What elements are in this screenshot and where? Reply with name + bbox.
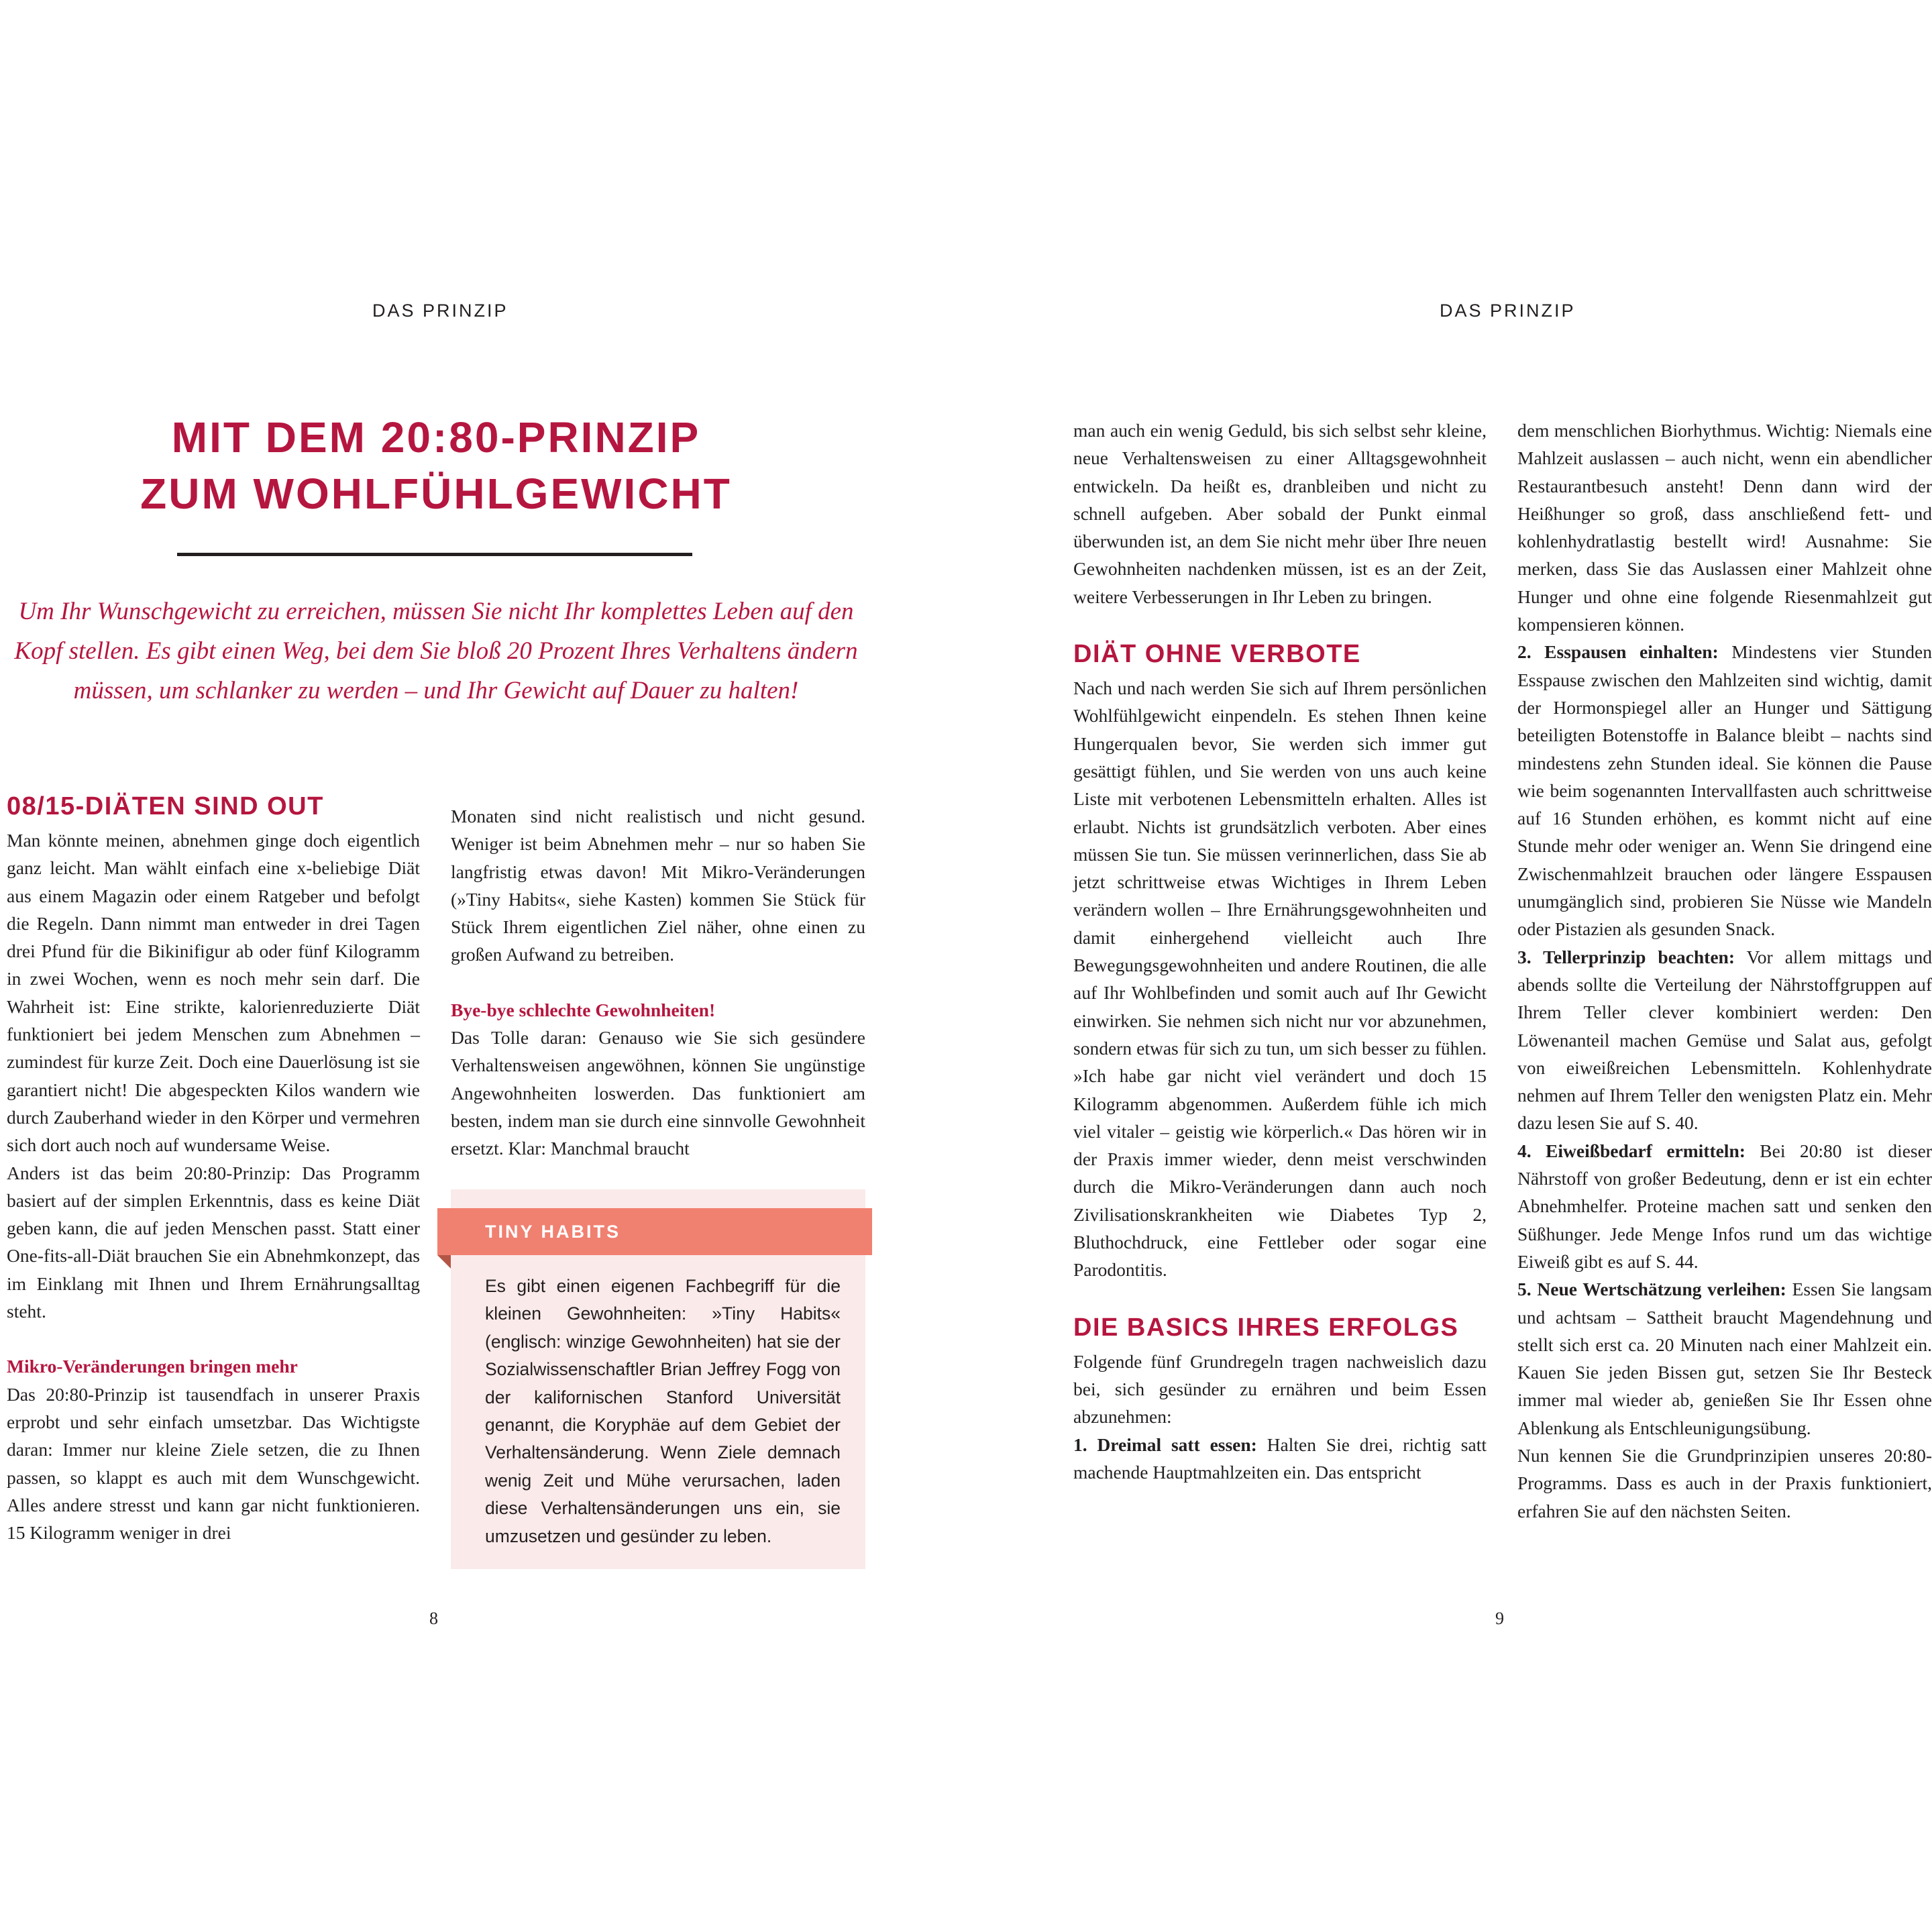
paragraph: Nun kennen Sie die Grundprinzipien unseres 20:80-Programms. Dass es auch in der Praxis funktioniert, erfahren Sie auf den nächsten Seiten. <box>1517 1444 1932 1521</box>
rule-3 <box>1517 943 1932 1137</box>
paragraph: Das Tolle daran: Genauso wie Sie sich gesündere Verhaltensweisen angewöhnen, können Sie ungünstige Angewohnheiten loswerden. Das funktioniert am besten, indem man sie durch eine sinnvolle Gewohnheit ersetzt. Klar: Manchmal braucht <box>451 1027 865 1159</box>
rule-5-label: 5. Neue Wertschätzung verleihen: <box>1517 1279 1786 1300</box>
subheading-mikro: Mikro-Veränderungen bringen mehr <box>7 1356 298 1377</box>
rule-1 <box>1073 1431 1487 1487</box>
rule-2-text: Mindestens vier Stunden Esspause zwischen den Mahlzeiten sind wichtig, damit der Hormonspiegel aller an Hunger und Sättigung beteiligten Botenstoffe in Balance bleibt – nachts sind mindestens zehn Stunden ideal. Sie können die Pause wie beim sogenannten Intervallfasten auch schrittweise auf 16 Stunden erhöhen, es kommt nicht auf eine Stunde mehr oder weniger an. Wenn Sie dringend eine Zwischenmahlzeit brauchen oder längere Esspausen unumgänglich sind, probieren Sie Nüsse wie Mandeln oder Pistazien als gesunden Snack. <box>1517 641 1932 940</box>
subheading-bye-bye: Bye-bye schlechte Gewohnheiten! <box>451 999 716 1020</box>
page-number-right: 9 <box>1495 1609 1504 1628</box>
section-heading-diaeten: 08/15-DIÄTEN SIND OUT <box>7 792 324 820</box>
chapter-title-line1: MIT DEM 20:80-PRINZIP <box>171 413 701 462</box>
paragraph: man auch ein wenig Geduld, bis sich selbst sehr kleine, neue Verhaltensweisen zu einer Alltagsgewohnheit entwickeln. Da heißt es, dranbleiben und nicht zu schnell aufgeben. Aber sobald der Punkt einmal überwunden ist, an dem Sie nicht mehr über Ihre neuen Gewohnheiten nachdenken müssen, ist es an der Zeit, weitere Verbesserungen in Ihr Leben zu bringen. <box>1073 420 1487 607</box>
paragraph: Anders ist das beim 20:80-Prinzip: Das Programm basiert auf der simplen Erkenntnis, dass es keine Diät geben kann, die auf jeden Menschen passt. Statt einer One-fits-all-Diät brauchen Sie ein Abnehmkonzept, das im Einklang mit Ihnen und Ihrem Ernährungsalltag steht. <box>7 1162 420 1322</box>
rule-3-label: 3. Tellerprinzip beachten: <box>1517 946 1735 967</box>
paragraph: Folgende fünf Grundregeln tragen nachweislich dazu bei, sich gesünder zu ernähren und beim Essen abzunehmen: <box>1073 1350 1487 1428</box>
ribbon-fold <box>437 1255 451 1269</box>
right-column-1 <box>1073 417 1487 1486</box>
intro-text: Um Ihr Wunschgewicht zu erreichen, müssen Sie nicht Ihr komplettes Leben auf den Kopf stellen. Es gibt einen Weg, bei dem Sie bloß 20 Prozent Ihres Verhaltens ändern müssen, um schlanker zu werden – und Ihr Gewicht auf Dauer zu halten! <box>14 598 858 704</box>
paragraph: Nach und nach werden Sie sich auf Ihrem persönlichen Wohlfühlgewicht einpendeln. Es stehen Ihnen keine Hungerqualen bevor, Sie werden sich immer gut gesättigt fühlen, und Sie werden von uns auch keine Liste mit verbotenen Lebensmitteln erhalten. Alles ist erlaubt. Nichts ist grundsätzlich verboten. Aber eines müssen Sie tun. Sie müssen verinnerlichen, dass Sie ab jetzt schrittweise etwas Wichtiges in Ihrem Leben verändern wollen – Ihre Ernährungsgewohnheiten und damit einhergehend vielleicht auch Ihre Bewegungsgewohnheiten und andere Routinen, die alle auf Ihr Wohlbefinden und somit auch auf Ihr Gewicht einwirken. Sie nehmen sich nicht nur vor abzunehmen, sondern etwas für sich zu tun, um sich besser zu fühlen. »Ich habe gar nicht viel verändert und doch 15 Kilogramm abgenommen. Außerdem fühle ich mich viel vitaler – geistig wie körperlich.« Das hören wir in der Praxis immer wieder, denn meist verschwinden durch die Mikro-Veränderungen dann auch noch Zivilisationskrankheiten wie Diabetes Typ 2, Bluthochdruck, eine Fettleber oder sogar eine Parodontitis. <box>1073 678 1487 1281</box>
rule-5-text: Essen Sie langsam und achtsam – Sattheit braucht Magendehnung und stellt sich erst ca. 20 Minuten nach einer Mahlzeit ein. Kauen Sie jeden Bissen gut, setzen Sie Ihr Besteck immer mal wieder ab, genießen Sie Ihr Essen ohne Ablenkung als Entschleunigungsübung. <box>1517 1279 1932 1438</box>
rule-4-label: 4. Eiweißbedarf ermitteln: <box>1517 1140 1746 1161</box>
paragraph: Das 20:80-Prinzip ist tausendfach in unserer Praxis erprobt und sehr einfach umsetzbar. Das Wichtigste daran: Immer nur kleine Ziele setzen, die zu Ihnen passen, so klappt es auch mit dem Wunschgewicht. Alles andere stresst und kann gar nicht funktionieren. 15 Kilogramm weniger in drei <box>7 1383 420 1544</box>
rule-4-text: Bei 20:80 ist dieser Nährstoff von großer Bedeutung, denn er ist ein echter Abnehmhelfer. Proteine machen satt und senken den Süßhunger. Jede Menge Infos rund um das wichtige Eiweiß gibt es auf S. 44. <box>1517 1140 1932 1272</box>
running-head-right: DAS PRINZIP <box>1440 301 1576 321</box>
rule-1-label: 1. Dreimal satt essen: <box>1073 1434 1257 1455</box>
running-head-left: DAS PRINZIP <box>372 301 508 321</box>
rule-2 <box>1517 638 1932 943</box>
chapter-title <box>80 409 792 522</box>
tiny-habits-title: TINY HABITS <box>485 1222 621 1242</box>
tiny-habits-text: Es gibt einen eigenen Fachbegriff für die kleinen Gewohnheiten: »Tiny Habits« (englisch: winzige Gewohnheiten) hat sie der Sozialwissenschaftler Brian Jeffrey Fogg von der kalifornischen Stanford Universität genannt, die Koryphäe auf dem Gebiet der Verhaltensänderung. Wenn Ziele demnach wenig Zeit und Mühe verursachen, laden diese Verhaltensänderungen uns ein, sie umzusetzen und gesünder zu leben. <box>485 1276 841 1546</box>
left-column-1 <box>7 790 420 1546</box>
paragraph: Monaten sind nicht realistisch und nicht gesund. Weniger ist beim Abnehmen mehr – nur so haben Sie langfristig etwas davon! Mit Mikro-Veränderungen (»Tiny Habits«, siehe Kasten) kommen Sie Stück für Stück Ihrem eigentlichen Ziel näher, ohne einen zu großen Aufwand zu betreiben. <box>451 806 865 965</box>
rule-4 <box>1517 1137 1932 1275</box>
rule-3-text: Vor allem mittags und abends sollte die Verteilung der Nährstoffgruppen auf Ihrem Teller clever kombiniert werden: Den Löwenanteil machen Gemüse und Salat aus, gefolgt von eiweißreichen Lebensmitteln. Kohlenhydrate nehmen auf Ihrem Teller den wenigsten Platz ein. Mehr dazu lesen Sie auf S. 40. <box>1517 946 1932 1134</box>
right-column-2 <box>1517 417 1932 1525</box>
rule-5 <box>1517 1275 1932 1442</box>
section-heading-basics: DIE BASICS IHRES ERFOLGS <box>1073 1313 1459 1342</box>
title-divider <box>177 553 692 556</box>
chapter-title-line2: ZUM WOHLFÜHLGEWICHT <box>140 470 732 518</box>
section-heading-verbote: DIÄT OHNE VERBOTE <box>1073 640 1361 669</box>
paragraph: dem menschlichen Biorhythmus. Wichtig: Niemals eine Mahlzeit auslassen – auch nicht, wenn ein abendlicher Restaurantbesuch ansteht! Denn dann wird der Heißhunger so groß, dass anschließend fett- und kohlenhydratlastig bestellt wird! Ausnahme: Sie merken, dass Sie das Auslassen einer Mahlzeit ohne Hunger und ohne eine folgende Riesenmahlzeit gut kompensieren können. <box>1517 420 1932 635</box>
rule-1-text: Halten Sie drei, richtig satt machende Hauptmahlzeiten ein. Das entspricht <box>1073 1434 1487 1483</box>
page-number-left: 8 <box>429 1609 438 1628</box>
left-column-2 <box>451 802 865 1163</box>
paragraph: Man könnte meinen, abnehmen ginge doch eigentlich ganz leicht. Man wählt einfach eine x-beliebige Diät aus einem Magazin oder einem Ratgeber und befolgt die Regeln. Dann nimmt man entweder in drei Tagen drei Pfund für die Bikinifigur ab oder fünf Kilogramm in zwei Wochen, wenn es noch mehr sein darf. Die Wahrheit ist: Eine strikte, kalorienreduzierte Diät funktioniert bei jedem Menschen zum Abnehmen – zumindest für kurze Zeit. Doch eine Dauerlösung ist sie garantiert nicht! Die abgespeckten Kilos wandern wie durch Zauberhand wieder in den Körper und vermehren sich dort auch noch auf wundersame Weise. <box>7 830 420 1156</box>
rule-2-label: 2. Esspausen einhalten: <box>1517 641 1719 663</box>
